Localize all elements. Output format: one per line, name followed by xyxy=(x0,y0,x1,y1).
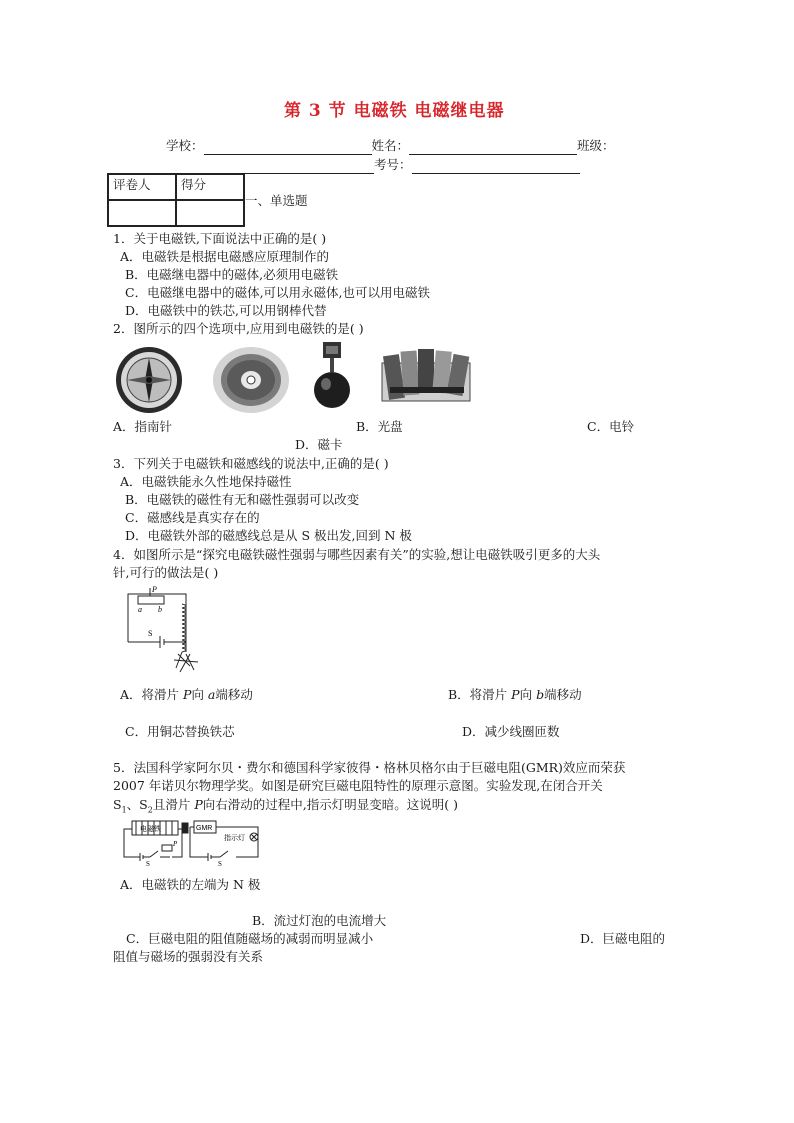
q1-option-c[interactable]: C．电磁继电器中的磁体,可以用永磁体,也可以用电磁铁 xyxy=(125,285,431,300)
q5-s1-letter: S xyxy=(113,797,122,812)
q4-a-text-3: 端移动 xyxy=(215,687,253,702)
q5-fig-label-gmr: GMR xyxy=(196,825,213,832)
score-cell[interactable] xyxy=(176,200,244,226)
q4-fig-label-a: a xyxy=(138,605,142,614)
q3-stem: 3．下列关于电磁铁和磁感线的说法中,正确的是( ) xyxy=(113,456,389,471)
q1-option-d[interactable]: D．电磁铁中的铁芯,可以用钢棒代替 xyxy=(125,303,327,318)
info-line-2 xyxy=(206,156,580,174)
q4-option-c[interactable]: C．用铜芯替换铁芯 xyxy=(125,724,235,739)
q2-option-b[interactable]: B．光盘 xyxy=(356,419,403,434)
name-field[interactable] xyxy=(409,141,577,155)
q1-option-a[interactable]: A．电磁铁是根据电磁感应原理制作的 xyxy=(120,249,330,264)
q5-fig-label-p: P xyxy=(173,840,178,848)
magnetic-card-image xyxy=(380,345,472,403)
q4-a-text-2: 向 xyxy=(191,687,208,702)
q3-option-d[interactable]: D．电磁铁外部的磁感线总是从 S 极出发,回到 N 极 xyxy=(125,528,412,543)
q5-option-c[interactable]: C．巨磁电阻的阻值随磁场的减弱而明显减小 xyxy=(126,931,374,946)
electric-bell-image xyxy=(312,340,352,412)
q5-gmr-diagram xyxy=(118,815,268,867)
q5-s2-sub: 2 xyxy=(147,805,153,815)
q1-stem: 1．关于电磁铁,下面说法中正确的是( ) xyxy=(113,231,327,246)
q4-option-b[interactable] xyxy=(448,686,582,704)
q4-b-var: P xyxy=(511,687,520,702)
q5-option-a[interactable]: A．电磁铁的左端为 N 极 xyxy=(120,877,261,892)
info-line-1 xyxy=(166,137,615,155)
q4-b-end-var: b xyxy=(536,687,545,702)
q3-option-a[interactable]: A．电磁铁能永久性地保持磁性 xyxy=(120,474,292,489)
q5-option-b[interactable]: B．流过灯泡的电流增大 xyxy=(252,913,387,928)
q5-option-d[interactable]: D．巨磁电阻的 xyxy=(580,931,666,946)
class-label: 班级： xyxy=(577,138,615,153)
grader-cell[interactable] xyxy=(108,200,176,226)
q5-fig-label-s1: S xyxy=(218,860,222,867)
page-title: 第 3 节 电磁铁 电磁继电器 xyxy=(284,101,505,121)
q4-option-d[interactable]: D．减少线圈匝数 xyxy=(462,724,560,739)
school-label: 学校： xyxy=(166,138,204,153)
q3-option-b[interactable]: B．电磁铁的磁性有无和磁性强弱可以改变 xyxy=(125,492,360,507)
q5-option-d-continued: 阻值与磁场的强弱没有关系 xyxy=(113,949,264,964)
class-field[interactable] xyxy=(206,160,374,174)
q5-fig-label-s2: S xyxy=(146,860,150,867)
q4-a-var: P xyxy=(183,687,192,702)
q4-stem-line-1: 4．如图所示是“探究电磁铁磁性强弱与哪些因素有关”的实验,想让电磁铁吸引更多的大头 xyxy=(113,547,601,562)
q4-fig-label-b: b xyxy=(158,605,162,614)
q1-option-b[interactable]: B．电磁继电器中的磁体,必须用电磁铁 xyxy=(125,267,339,282)
q5-s2-letter: 、S xyxy=(126,797,148,812)
q2-option-a[interactable]: A．指南针 xyxy=(113,419,173,434)
q2-option-d[interactable]: D．磁卡 xyxy=(295,437,343,452)
q5-stem3-post: 向右滑动的过程中,指示灯明显变暗。这说明( ) xyxy=(202,797,458,812)
q2-option-c[interactable]: C．电铃 xyxy=(587,419,635,434)
q4-option-a[interactable] xyxy=(120,686,253,704)
q2-stem: 2．图所示的四个选项中,应用到电磁铁的是( ) xyxy=(113,321,364,336)
q4-stem-line-2: 针,可行的做法是( ) xyxy=(113,565,219,580)
q3-option-c[interactable]: C．磁感线是真实存在的 xyxy=(125,510,260,525)
q4-a-end-var: a xyxy=(207,687,216,702)
school-field[interactable] xyxy=(204,141,372,155)
q5-fig-label-electromagnet: 电磁铁 xyxy=(140,826,161,833)
q4-b-text-3: 端移动 xyxy=(544,687,582,702)
q4-circuit-diagram xyxy=(120,582,210,678)
disc-image xyxy=(211,346,291,414)
q5-stem3-var: P xyxy=(194,797,203,812)
number-field[interactable] xyxy=(412,160,580,174)
q5-stem-line-2: 2007 年诺贝尔物理学奖。如图是研究巨磁电阻特性的原理示意图。实验发现,在闭合开关 xyxy=(113,778,603,793)
q4-fig-label-s: S xyxy=(148,629,153,638)
q5-stem3-mid: 且滑片 xyxy=(152,797,195,812)
q4-b-text-2: 向 xyxy=(519,687,537,702)
section-heading: 一、单选题 xyxy=(245,193,308,208)
compass-image xyxy=(113,346,185,414)
q5-fig-label-lamp: 指示灯 xyxy=(224,835,245,842)
score-table xyxy=(107,173,245,227)
number-label: 考号： xyxy=(374,157,412,172)
name-label: 姓名： xyxy=(371,138,410,153)
score-header: 得分 xyxy=(176,174,244,200)
q5-stem-line-1: 5．法国科学家阿尔贝・费尔和德国科学家彼得・格林贝格尔由于巨磁电阻(GMR)效应而荣获 xyxy=(113,760,626,775)
q4-a-text-1: A．将滑片 xyxy=(120,687,184,702)
q5-s1-sub: 1 xyxy=(121,805,127,815)
q4-fig-label-p: P xyxy=(152,585,157,594)
q4-b-text-1: B．将滑片 xyxy=(448,687,512,702)
grader-header: 评卷人 xyxy=(108,174,176,200)
